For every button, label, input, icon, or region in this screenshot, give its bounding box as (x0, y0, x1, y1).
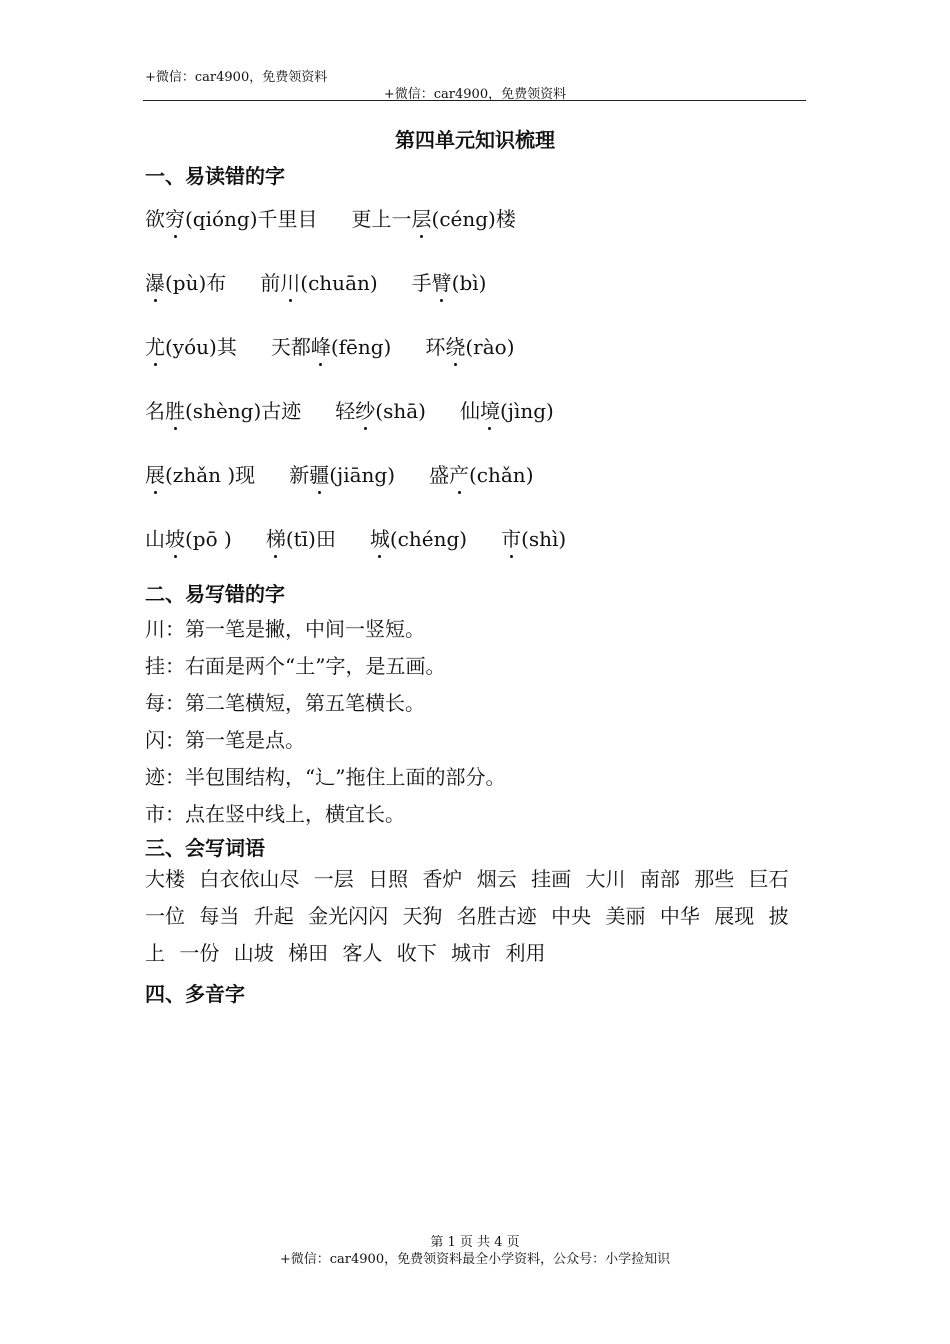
vocab-word: 南部 (639, 867, 680, 891)
pinyin-reading: (chǎn) (469, 463, 534, 487)
pinyin-prefix: 欲 (145, 207, 165, 231)
pinyin-prefix: 新 (289, 463, 310, 487)
dotted-character: 纱 (355, 399, 376, 423)
pinyin-reading: (jiāng) (329, 463, 395, 487)
writing-tip: 市：点在竖中线上，横宜长。 (145, 802, 405, 826)
dotted-character: 绕 (445, 335, 466, 359)
pinyin-item (145, 395, 301, 424)
pinyin-reading: (shā) (375, 399, 426, 423)
vocab-word: 收下 (396, 941, 437, 965)
word-list (145, 861, 805, 972)
pinyin-item (145, 203, 318, 232)
pinyin-prefix: 前 (260, 271, 281, 295)
dotted-character: 层 (411, 207, 432, 231)
footer-watermark: +微信：car4900，免费领资料最全小学资料，公众号：小学捡知识 (279, 1252, 671, 1267)
pinyin-item (266, 523, 336, 552)
pinyin-reading: (shèng)古迹 (185, 399, 302, 423)
pinyin-row (145, 331, 549, 360)
vocab-word: 那些 (694, 867, 735, 891)
vocab-word: 城市 (451, 941, 492, 965)
pinyin-item (429, 459, 534, 488)
section-heading-1: 一、易读错的字 (145, 164, 285, 188)
dotted-character: 峰 (310, 335, 331, 359)
pinyin-item (412, 267, 487, 296)
section-heading-3: 三、会写词语 (145, 836, 265, 860)
pinyin-row (145, 267, 520, 296)
vocab-word: 大楼 (145, 867, 185, 891)
dotted-character: 瀑 (145, 271, 165, 295)
pinyin-reading: (yóu)其 (165, 335, 237, 359)
pinyin-prefix: 轻 (335, 399, 356, 423)
dotted-character: 境 (479, 399, 500, 423)
vocab-word: 中央 (551, 904, 592, 928)
pinyin-reading: (jìng) (499, 399, 554, 423)
pinyin-item (145, 523, 232, 552)
section-heading-2: 二、易写错的字 (145, 582, 285, 606)
pinyin-reading: (shì) (521, 527, 567, 551)
dotted-character: 梯 (265, 527, 286, 551)
vocab-word: 美丽 (605, 904, 646, 928)
pinyin-reading: (bì) (451, 271, 487, 295)
pinyin-item (460, 395, 554, 424)
dotted-character: 胜 (165, 399, 185, 423)
vocab-word: 名胜古迹 (456, 904, 537, 928)
pinyin-prefix: 仙 (459, 399, 480, 423)
pinyin-reading: (pō ) (185, 527, 232, 551)
vocab-word: 大川 (585, 867, 626, 891)
vocab-word: 山坡 (233, 941, 274, 965)
vocab-word: 每当 (199, 904, 240, 928)
pinyin-reading: (céng)楼 (431, 207, 516, 231)
pinyin-item (271, 331, 392, 360)
pinyin-prefix: 更上一 (351, 207, 412, 231)
page-number: 第 1 页 共 4 页 (430, 1235, 520, 1250)
pinyin-item (145, 267, 226, 296)
pinyin-prefix: 手 (411, 271, 432, 295)
vocab-word: 一份 (179, 941, 220, 965)
writing-tip: 迹：半包围结构，“辶”拖住上面的部分。 (145, 765, 506, 789)
pinyin-item (425, 331, 514, 360)
vocab-word: 一位 (145, 904, 185, 928)
vocab-word: 客人 (342, 941, 383, 965)
header-watermark-left: +微信：car4900，免费领资料 (145, 70, 328, 85)
vocab-word: 巨石 (748, 867, 789, 891)
vocab-word: 天狗 (402, 904, 443, 928)
writing-tip: 挂：右面是两个“土”字，是五画。 (145, 654, 446, 678)
dotted-character: 产 (449, 463, 469, 487)
pinyin-item (260, 267, 377, 296)
vocab-word: 挂画 (531, 867, 572, 891)
pinyin-item (145, 459, 255, 488)
writing-tip: 每：第二笔横短，第五笔横长。 (145, 691, 425, 715)
vocab-word: 展现 (714, 904, 755, 928)
pinyin-reading: (rào) (465, 335, 515, 359)
dotted-character: 尤 (145, 335, 165, 359)
dotted-character: 市 (501, 527, 522, 551)
pinyin-reading: (qióng)千里目 (185, 207, 318, 231)
section-heading-4: 四、多音字 (145, 982, 245, 1006)
pinyin-prefix: 天都 (270, 335, 311, 359)
vocab-word: 日照 (368, 867, 409, 891)
page-title: 第四单元知识梳理 (395, 128, 555, 152)
vocab-word: 烟云 (476, 867, 517, 891)
header-rule (143, 100, 806, 101)
vocab-word: 一层 (313, 867, 354, 891)
vocab-word: 金光闪闪 (308, 904, 389, 928)
pinyin-reading: (chéng) (389, 527, 468, 551)
pinyin-row (145, 395, 588, 424)
vocab-word: 披上 (145, 904, 789, 965)
header-watermark-center: +微信：car4900，免费领资料 (383, 87, 567, 102)
vocab-word: 香炉 (422, 867, 463, 891)
pinyin-item (289, 459, 395, 488)
vocab-word: 中华 (659, 904, 700, 928)
dotted-character: 坡 (165, 527, 185, 551)
pinyin-reading: (chuān) (300, 271, 378, 295)
vocab-word: 升起 (253, 904, 294, 928)
pinyin-reading: (fēng) (330, 335, 392, 359)
dotted-character: 疆 (309, 463, 330, 487)
dotted-character: 展 (145, 463, 165, 487)
dotted-character: 城 (369, 527, 390, 551)
pinyin-prefix: 环 (425, 335, 446, 359)
pinyin-item (501, 523, 566, 552)
dotted-character: 川 (280, 271, 301, 295)
dotted-character: 臂 (431, 271, 452, 295)
vocab-word: 白衣依山尽 (199, 867, 300, 891)
pinyin-prefix: 盛 (429, 463, 449, 487)
pinyin-row (145, 459, 568, 488)
pinyin-prefix: 名 (145, 399, 165, 423)
vocab-word: 梯田 (288, 941, 329, 965)
pinyin-item (335, 395, 426, 424)
dotted-character: 穷 (165, 207, 185, 231)
vocab-word: 利用 (505, 941, 546, 965)
writing-tip: 闪：第一笔是点。 (145, 728, 305, 752)
pinyin-reading: (zhǎn )现 (165, 463, 256, 487)
pinyin-prefix: 山 (145, 527, 165, 551)
pinyin-reading: (tī)田 (285, 527, 336, 551)
pinyin-item (370, 523, 467, 552)
pinyin-row (145, 523, 600, 552)
pinyin-item (145, 331, 237, 360)
pinyin-reading: (pù)布 (165, 271, 227, 295)
writing-tip: 川：第一笔是撇，中间一竖短。 (145, 617, 425, 641)
pinyin-item (352, 203, 516, 232)
pinyin-row (145, 203, 550, 232)
